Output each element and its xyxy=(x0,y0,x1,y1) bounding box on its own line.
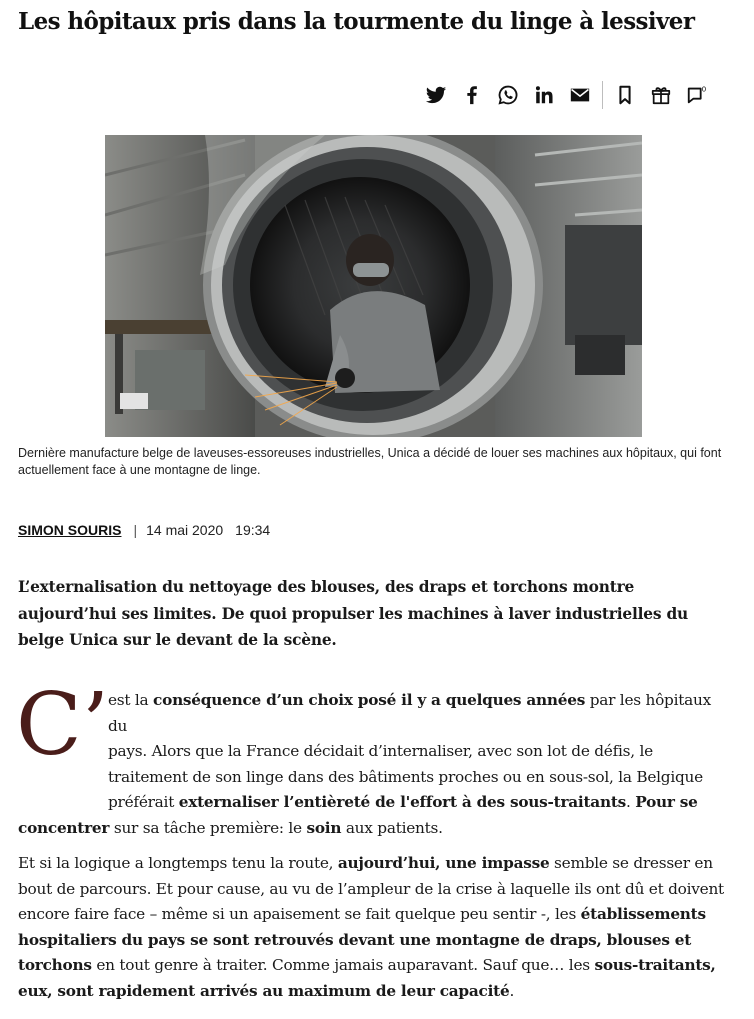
emphasis: sous-traitants, xyxy=(594,956,716,974)
text-run: . xyxy=(509,981,515,1000)
bookmark-icon xyxy=(614,84,636,106)
twitter-share-button[interactable] xyxy=(418,81,454,109)
gift-icon xyxy=(650,84,672,106)
washing-drum-worker-photo xyxy=(105,135,642,437)
text-run: semble se dresser en xyxy=(549,854,713,872)
paragraph-line xyxy=(18,790,730,816)
paragraph-line: hospitaliers du pays se sont retrouvés devant une montagne de draps, blouses et xyxy=(18,930,692,949)
text-run: est la xyxy=(108,691,154,709)
emphasis: concentrer xyxy=(18,818,110,837)
article-paragraph-1 xyxy=(18,688,730,841)
twitter-icon xyxy=(425,84,447,106)
paragraph-line xyxy=(18,905,706,923)
paragraph-line xyxy=(18,854,713,872)
article-title: Les hôpitaux pris dans la tourmente du linge à lessiver xyxy=(18,8,695,35)
linkedin-share-button[interactable] xyxy=(526,81,562,109)
toolbar-divider xyxy=(602,81,603,109)
emphasis: établissements xyxy=(580,905,706,923)
emphasis: Pour se xyxy=(635,793,698,811)
publish-date: 14 mai 2020 xyxy=(146,522,224,538)
paragraph-line xyxy=(18,982,514,1000)
paragraph-line: bout de parcours. Et pour cause, au vu de l’ampleur de la crise à laquelle ils ont dû et doivent xyxy=(18,879,724,898)
byline-separator: | xyxy=(133,522,138,538)
paragraph-line: traitement de son linge dans des bâtiments proches ou en sous-sol, la Belgique xyxy=(108,767,703,786)
photo-caption: Dernière manufacture belge de laveuses-essoreuses industrielles, Unica a décidé de louer ses machines aux hôpitaux, qui font actuellement face à une montagne de linge. xyxy=(18,446,722,477)
publish-time: 19:34 xyxy=(235,522,271,538)
text-run: encore faire face – même si un apaisement se fait quelque peu sentir -, les xyxy=(18,905,581,923)
bookmark-button[interactable] xyxy=(607,81,643,109)
emphasis: torchons xyxy=(18,956,92,974)
text-run: Et si la logique a longtemps tenu la route, xyxy=(18,854,338,872)
emphasis: soin xyxy=(306,818,342,837)
emphasis: conséquence d’un choix posé il y a quelques années xyxy=(153,691,586,709)
text-run: sur sa tâche première: le xyxy=(109,818,307,837)
mail-icon xyxy=(569,84,591,106)
article-paragraph-2 xyxy=(18,851,730,1004)
facebook-share-button[interactable] xyxy=(454,81,490,109)
comments-button[interactable] xyxy=(679,81,715,109)
whatsapp-icon xyxy=(497,84,519,106)
comment-count: 0 xyxy=(701,84,707,94)
text-run: . xyxy=(626,793,636,811)
article-photo xyxy=(105,135,642,437)
comment-icon xyxy=(686,84,708,106)
text-run: préférait xyxy=(108,793,179,811)
text-run: par les hôpitaux du xyxy=(108,691,711,735)
emphasis: eux, sont rapidement arrivés au maximum de leur capacité xyxy=(18,981,510,1000)
linkedin-icon xyxy=(533,84,555,106)
paragraph-line xyxy=(18,956,716,974)
text-run: aux patients. xyxy=(341,818,443,837)
text-run: en tout genre à traiter. Comme jamais auparavant. Sauf que… les xyxy=(91,956,595,974)
gift-article-button[interactable] xyxy=(643,81,679,109)
paragraph-line xyxy=(18,688,730,739)
author-link[interactable]: SIMON SOURIS xyxy=(18,522,122,538)
facebook-icon xyxy=(461,84,483,106)
paragraph-line xyxy=(18,816,730,842)
emphasis: aujourd’hui, une impasse xyxy=(337,854,550,872)
whatsapp-share-button[interactable] xyxy=(490,81,526,109)
paragraph-line: pays. Alors que la France décidait d’internaliser, avec son lot de défis, le xyxy=(108,742,653,760)
share-toolbar xyxy=(418,81,715,109)
mail-share-button[interactable] xyxy=(562,81,598,109)
article-lead: L’externalisation du nettoyage des blouses, des draps et torchons montre aujourd’hui ses limites. De quoi propulser les machines à laver industrielles du belge Unica sur le devant de la scène. xyxy=(18,578,689,649)
emphasis: externaliser l’entièreté de l'effort à des sous-traitants xyxy=(178,793,626,811)
byline xyxy=(18,520,270,540)
drop-cap: C’ xyxy=(16,675,110,775)
